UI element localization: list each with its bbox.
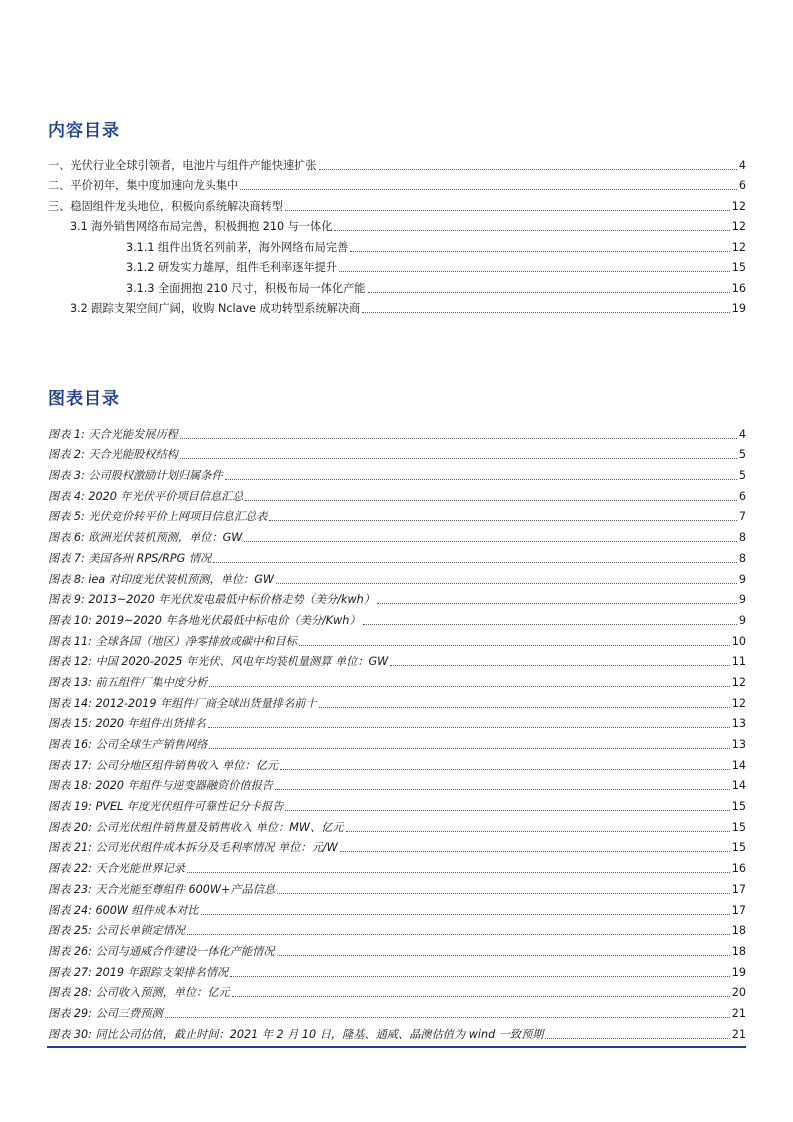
figure-entry-page: 9: [738, 572, 746, 586]
toc-entry[interactable]: [126, 255, 746, 276]
figure-entry[interactable]: [48, 1000, 746, 1021]
toc-entry[interactable]: [70, 296, 746, 317]
figure-entry-label: 图表 17: 公司分地区组件销售收入 单位：亿元: [48, 758, 279, 772]
leader-dots: [232, 995, 730, 997]
figure-entry-page: 13: [731, 738, 746, 751]
figure-entry-label: 图表 18: 2020 年组件与逆变器融资价值报告: [48, 779, 273, 793]
figure-entry[interactable]: [48, 690, 746, 711]
figure-entry-page: 18: [731, 924, 746, 938]
figure-entry-label: 图表 12: 中国 2020-2025 年光伏、风电年均装机量测算 单位：GW: [48, 655, 389, 669]
toc-entry[interactable]: [48, 193, 746, 214]
toc-entry-label: 二、平价初年，集中度加速向龙头集中: [48, 179, 239, 192]
figure-entry[interactable]: [48, 628, 746, 649]
figure-entry[interactable]: [48, 855, 746, 876]
figure-entry-page: 12: [731, 696, 746, 710]
leader-dots: [280, 768, 730, 770]
figure-entry[interactable]: [48, 876, 746, 897]
figure-entry[interactable]: [48, 918, 746, 939]
figure-entry-page: 17: [731, 903, 746, 917]
figure-entry-label: 图表 30: 同比公司估值，截止时间：2021 年 2 月 10 日，隆基、通威、晶澳估值为 wind 一致预期: [48, 1027, 544, 1041]
leader-dots: [209, 747, 729, 749]
leader-dots: [285, 209, 730, 211]
leader-dots: [245, 499, 736, 501]
figure-entry[interactable]: [48, 752, 746, 773]
figure-entry[interactable]: [48, 1021, 746, 1042]
leader-dots: [362, 311, 730, 313]
figure-entry[interactable]: [48, 897, 746, 918]
figure-entry-page: 6: [738, 489, 746, 503]
figure-entry[interactable]: [48, 793, 746, 814]
figure-entry-label: 图表 25: 公司长单锁定情况: [48, 924, 185, 938]
figure-entry-page: 7: [738, 510, 746, 524]
figure-entry-page: 10: [731, 634, 746, 648]
leader-dots: [339, 270, 730, 272]
leader-dots: [187, 871, 730, 873]
figure-entry[interactable]: [48, 835, 746, 856]
leader-dots: [346, 830, 730, 832]
bottom-divider: [47, 1046, 746, 1048]
leader-dots: [269, 519, 736, 521]
figure-entry-label: 图表 26: 公司与通威合作建设一体化产能情况: [48, 944, 275, 958]
toc-entry-label: 三、稳固组件龙头地位，积极向系统解决商转型: [48, 199, 283, 213]
leader-dots: [319, 706, 730, 708]
figure-entry[interactable]: [48, 669, 746, 690]
leader-dots: [225, 478, 737, 480]
figure-entry[interactable]: [48, 938, 746, 959]
leader-dots: [213, 561, 737, 563]
leader-dots: [285, 809, 729, 811]
figures-list: [0, 421, 793, 1042]
figure-entry[interactable]: [48, 587, 746, 608]
figure-entry-label: 图表 7: 美国各州 RPS/RPG 情况: [48, 551, 212, 565]
figure-entry-label: 图表 23: 天合光能至尊组件 600W+产品信息: [48, 882, 276, 896]
toc-entry-page: 6: [738, 179, 746, 192]
leader-dots: [350, 250, 730, 252]
figure-entry[interactable]: [48, 545, 746, 566]
figure-entry-page: 9: [738, 613, 746, 627]
figure-entry[interactable]: [48, 711, 746, 732]
figure-entry[interactable]: [48, 504, 746, 525]
figure-entry[interactable]: [48, 959, 746, 980]
figure-entry-label: 图表 9: 2013~2020 年光伏发电最低中标价格走势（美分/kwh）: [48, 593, 375, 607]
leader-dots: [340, 850, 730, 852]
toc-entry-page: 4: [738, 158, 746, 172]
figure-entry-page: 12: [731, 675, 746, 689]
figure-entry-label: 图表 4: 2020 年光伏平价项目信息汇总: [48, 489, 244, 503]
toc-entry[interactable]: [126, 234, 746, 255]
leader-dots: [180, 437, 737, 439]
figure-entry-label: 图表 27: 2019 年跟踪支架排名情况: [48, 965, 229, 979]
leader-dots: [334, 229, 729, 231]
leader-dots: [319, 168, 737, 170]
figure-entry-page: 15: [731, 800, 746, 814]
figure-entry-page: 13: [731, 717, 746, 731]
figure-entry[interactable]: [48, 442, 746, 463]
figure-entry-label: 图表 3: 公司股权激励计划归属条件: [48, 469, 223, 483]
figures-title: 图表目录: [48, 389, 120, 409]
toc-entry-label: 3.1.2 研发实力雄厚，组件毛利率逐年提升: [126, 261, 338, 274]
figure-entry[interactable]: [48, 980, 746, 1001]
toc-entry-page: 12: [731, 220, 746, 233]
figure-entry-page: 5: [738, 448, 746, 462]
figure-entry[interactable]: [48, 731, 746, 752]
figure-entry-label: 图表 6: 欧洲光伏装机预测，单位：GW: [48, 531, 243, 545]
figure-entry-page: 5: [738, 469, 746, 483]
leader-dots: [201, 913, 730, 915]
figure-entry-label: 图表 19: PVEL 年度光伏组件可靠性记分卡报告: [48, 800, 284, 814]
toc-entry[interactable]: [70, 214, 746, 235]
leader-dots: [275, 788, 730, 790]
figure-entry[interactable]: [48, 421, 746, 442]
leader-dots: [277, 954, 730, 956]
figure-entry[interactable]: [48, 814, 746, 835]
toc-entry-label: 3.1 海外销售网络布局完善，积极拥抱 210 与一体化: [70, 220, 333, 233]
figure-entry-page: 17: [731, 882, 746, 896]
toc-entry-page: 12: [731, 240, 746, 254]
toc-entry-label: 一、光伏行业全球引领者，电池片与组件产能快速扩张: [48, 158, 317, 172]
figure-entry-label: 图表 1: 天合光能发展历程: [48, 427, 178, 441]
leader-dots: [180, 457, 737, 459]
leader-dots: [209, 685, 729, 687]
figure-entry-page: 14: [731, 779, 746, 793]
toc-entry-label: 3.1.1 组件出货名列前茅，海外网络布局完善: [126, 240, 349, 254]
figure-entry-page: 8: [738, 551, 746, 565]
figure-entry-page: 9: [738, 593, 746, 607]
figure-entry-page: 8: [738, 531, 746, 545]
leader-dots: [244, 540, 737, 542]
toc-entry[interactable]: [126, 275, 746, 296]
figure-entry-page: 15: [731, 820, 746, 834]
figure-entry-label: 图表 14: 2012-2019 年组件厂商全球出货量排名前十: [48, 696, 317, 710]
figure-entry-label: 图表 24: 600W 组件成本对比: [48, 903, 199, 917]
figure-entry[interactable]: [48, 462, 746, 483]
leader-dots: [377, 602, 737, 604]
figure-entry-page: 18: [731, 944, 746, 958]
leader-dots: [165, 1016, 730, 1018]
figure-entry-page: 21: [731, 1006, 746, 1020]
toc-entry-page: 15: [731, 261, 746, 274]
figure-entry[interactable]: [48, 649, 746, 670]
figure-entry-page: 16: [731, 862, 746, 876]
leader-dots: [390, 664, 730, 666]
figure-entry[interactable]: [48, 607, 746, 628]
toc-entry-label: 3.2 跟踪支架空间广阔，收购 Nclave 成功转型系统解决商: [70, 302, 361, 315]
leader-dots: [368, 291, 730, 293]
contents-list: [0, 152, 793, 316]
leader-dots: [276, 582, 737, 584]
figure-entry-label: 图表 11: 全球各国（地区）净零排放或碳中和目标: [48, 634, 297, 648]
figure-entry-page: 4: [738, 427, 746, 441]
figure-entry-label: 图表 20: 公司光伏组件销售量及销售收入 单位：MW、亿元: [48, 820, 344, 834]
figure-entry-page: 15: [731, 841, 746, 855]
figure-entry[interactable]: [48, 773, 746, 794]
figure-entry-label: 图表 28: 公司收入预测，单位：亿元: [48, 986, 230, 1000]
figure-entry-page: 11: [731, 655, 746, 669]
toc-entry-page: 19: [731, 302, 746, 315]
figure-entry-label: 图表 5: 光伏竞价转平价上网项目信息汇总表: [48, 510, 268, 524]
figure-entry-label: 图表 13: 前五组件厂集中度分析: [48, 675, 208, 689]
figure-entry-page: 19: [731, 965, 746, 979]
toc-entry-label: 3.1.3 全面拥抱 210 尺寸，积极布局一体化产能: [126, 281, 366, 295]
figure-entry-page: 20: [731, 986, 746, 1000]
figure-entry-label: 图表 15: 2020 年组件出货排名: [48, 717, 206, 731]
toc-entry-page: 12: [731, 199, 746, 213]
leader-dots: [299, 644, 730, 646]
figure-entry-label: 图表 29: 公司三费预测: [48, 1006, 163, 1020]
figure-entry[interactable]: [48, 483, 746, 504]
leader-dots: [363, 623, 737, 625]
figure-entry-page: 14: [731, 758, 746, 772]
figure-entry-label: 图表 22: 天合光能世界记录: [48, 862, 185, 876]
figure-entry[interactable]: [48, 524, 746, 545]
figure-entry-label: 图表 2: 天合光能股权结构: [48, 448, 178, 462]
figure-entry-label: 图表 8: iea 对印度光伏装机预测，单位：GW: [48, 572, 274, 586]
contents-title: 内容目录: [48, 121, 120, 141]
leader-dots: [187, 933, 730, 935]
figure-entry-page: 21: [731, 1027, 746, 1041]
figure-entry-label: 图表 21: 公司光伏组件成本拆分及毛利率情况 单位：元/W: [48, 841, 338, 855]
toc-entry[interactable]: [48, 152, 746, 173]
figure-entry-label: 图表 10: 2019~2020 年各地光伏最低中标电价（美分/Kwh）: [48, 613, 361, 627]
leader-dots: [208, 726, 730, 728]
leader-dots: [230, 975, 730, 977]
leader-dots: [545, 1037, 729, 1039]
toc-entry[interactable]: [48, 173, 746, 194]
figure-entry-label: 图表 16: 公司全球生产销售网络: [48, 738, 208, 751]
leader-dots: [240, 188, 737, 190]
leader-dots: [277, 892, 730, 894]
figure-entry[interactable]: [48, 566, 746, 587]
toc-entry-page: 16: [731, 281, 746, 295]
